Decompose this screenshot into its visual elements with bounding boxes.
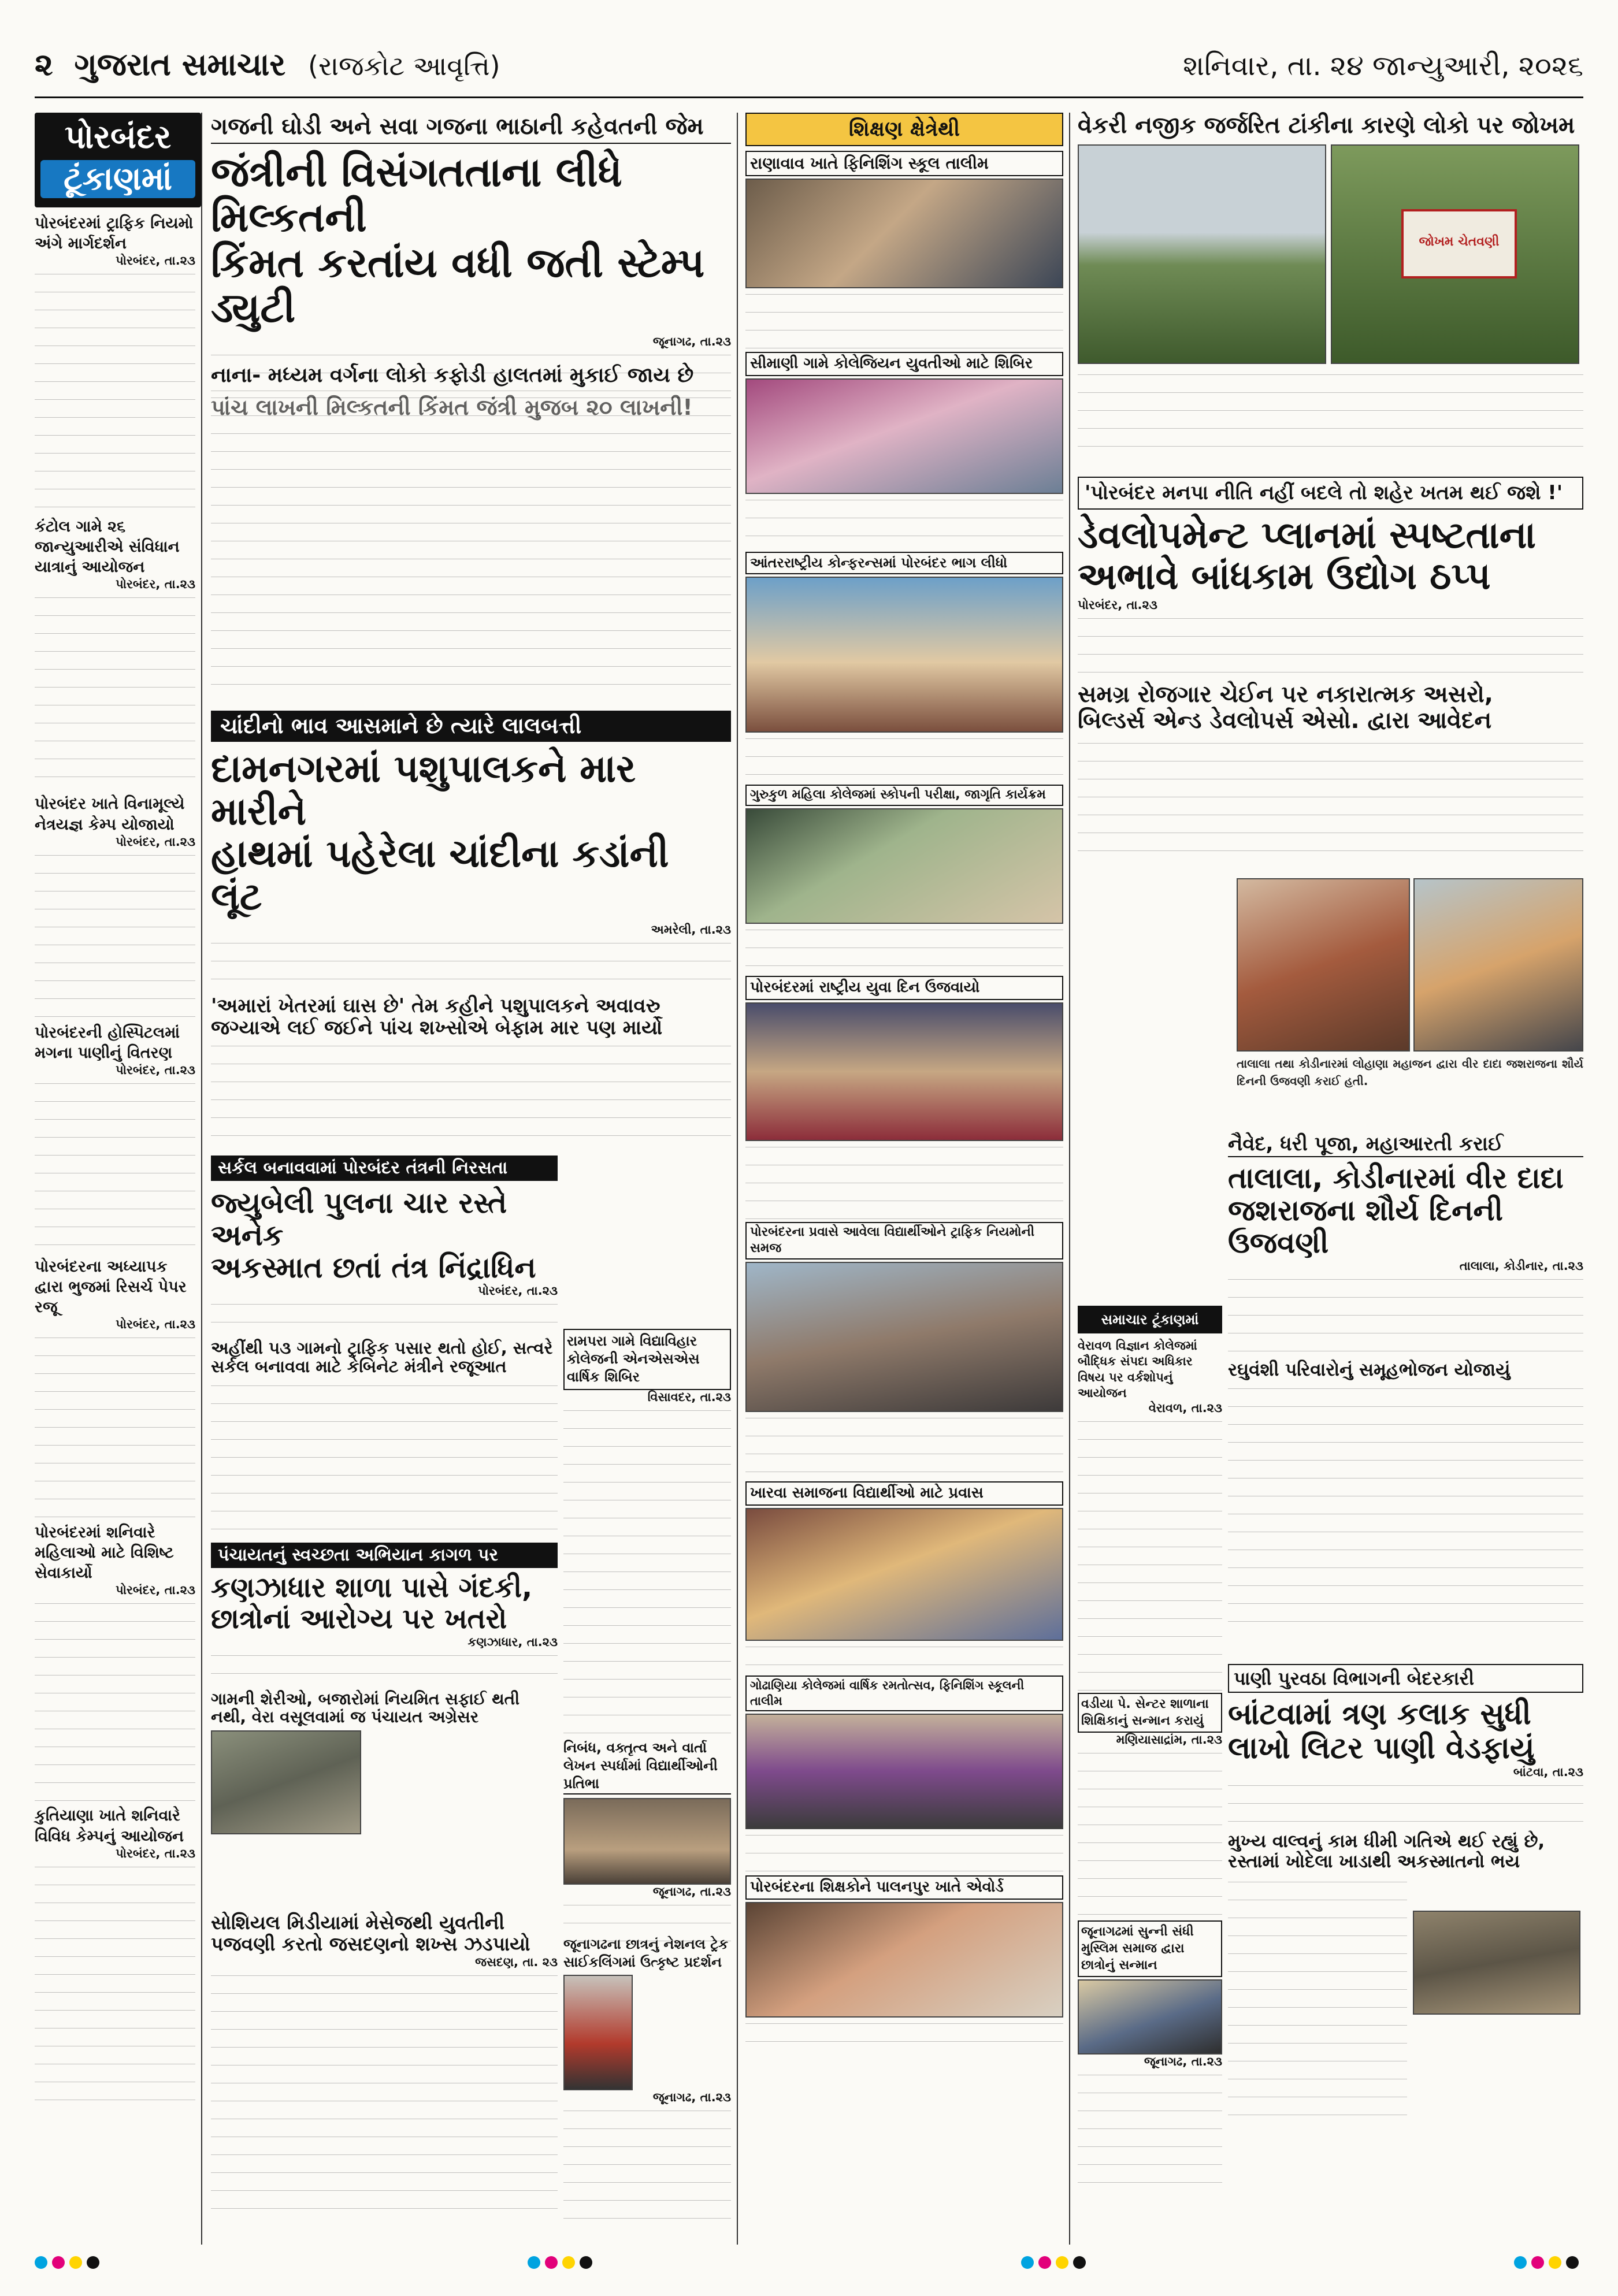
samachar-tunkanama [1078,1306,1222,2236]
story-text [211,1649,558,1690]
education-label [745,113,1063,146]
item-photo [745,378,1063,494]
award-photo [1078,1979,1222,2054]
cmyk-mark [35,2256,104,2279]
story-jasdan [211,1912,558,2236]
list-item [35,1522,195,1805]
item-photo [745,1714,1063,1829]
cmyk-mark [528,2256,597,2279]
story-subhead: 'અમારાં ખેતરમાં ઘાસ છે' તેમ કહીને પશુપાલકને અવાવરુ [211,994,660,1018]
story-text [211,1040,731,1150]
story-text [211,937,731,995]
item-text [745,1412,1063,1481]
item-text [1078,2069,1222,2184]
story-subhead: સર્કલ બનાવવા માટે કેબિનેટ મંત્રીને રજૂઆત [211,1357,507,1377]
item-text [563,1405,731,1740]
banner-line1: પોરબંદર [64,118,172,156]
story-text [211,392,731,692]
education-item [745,1675,1063,1876]
story-kicker: સર્કલ બનાવવામાં પોરબંદર તંત્રની નિરસતા [211,1156,558,1181]
story-kanjhadhar [211,1543,558,1901]
story-dateline: બાંટવા, તા.૨૩ [1513,1764,1583,1779]
item-text [745,1141,1063,1222]
item-text [35,268,195,517]
list-item [35,794,195,1022]
section-label: શિક્ષણ ક્ષેત્રેથી [848,117,960,141]
story-headline: કણઝાધાર શાળા પાસે ગંદકી, [211,1571,533,1604]
story-text [211,1970,558,2224]
story-subhead: નાના- મધ્યમ વર્ગના લોકો કફોડી હાલતમાં મુકાઈ જાય છે [211,363,694,387]
story-subhead: ગામની શેરીઓ, બજારોમાં નિયમિત સફાઈ થતી [211,1689,520,1708]
item-text [745,494,1063,552]
photo-caption: તાલાલા તથા કોડીનારમાં લોહાણા મહાજન દ્વારા વીર દાદા જશરાજના શૌર્ય દિનની ઉજવણી કરાઈ હતી. [1237,1057,1583,1088]
item-text [35,1332,195,1522]
story-headline: લાખો લિટર પાણી વેડફાયું [1228,1730,1535,1766]
item-dateline: જૂનાગઢ, તા.૨૩ [1144,2054,1222,2069]
item-text [745,1641,1063,1675]
porbandar-tunkanama [35,113,202,2245]
story-dateline: જૂનાગઢ, તા.૨૩ [652,334,731,348]
list-item [35,213,195,517]
cmyk-mark [1514,2256,1583,2279]
story-text [211,1380,558,1553]
story-text [1078,612,1583,682]
item-title: પોરબંદરની હોસ્પિટલમાં મગના પાણીનું વિતરણ [35,1023,180,1062]
story-text [1078,737,1583,853]
page-number: ૨ [35,46,53,83]
item-text [35,592,195,794]
item-photo [745,179,1063,288]
story-text [1228,1273,1583,1360]
item-title: પોરબંદર ખાતે વિનામૂલ્યે નેત્રયજ્ઞ કેમ્પ યોજાયો [35,795,185,834]
tank-story [1078,113,1583,471]
story-kicker: ચાંદીનો ભાવ આસમાને છે ત્યારે લાલબત્તી [211,711,731,742]
item-title: રામપરા ગામે વિદ્યાવિહાર કોલેજની એનએસએસ વાર્ષિક શિબિર [563,1329,731,1390]
story-subhead: સમગ્ર રોજગાર ચેઈન પર નકારાત્મક અસરો, [1078,681,1493,708]
story-text [1228,1383,1583,1625]
story-dateline: તાલાલા, કોડીનાર, તા.૨૩ [1459,1258,1583,1273]
water-story [1228,1664,1583,2236]
item-text [745,1829,1063,1875]
story-subhead: અહીંથી ૫૩ ગામનો ટ્રાફિક પસાર થતો હોઈ, સત્વરે [211,1338,553,1358]
masthead-left [35,46,500,83]
story-dateline: જૂનાગઢ, તા.૨૩ [652,1884,731,1899]
list-item [35,1023,195,1257]
item-text [35,1597,195,1805]
talala-story [1228,1132,1583,1658]
label-text: સમાચાર ટૂંકાણમાં [1101,1312,1199,1328]
story-dateline: અમરેલી, તા.૨૩ [651,923,731,937]
story-quote: 'પોરબંદર મનપા નીતિ નહીં બદલે તો શહેર ખતમ થઈ જશે !' [1078,477,1583,510]
item-photo [745,1002,1063,1141]
cmyk-mark [1021,2256,1090,2279]
garbage-photo [211,1730,361,1834]
story-headline: કિંમત કરતાંય વધી જતી સ્ટેમ્પ ડ્યુટી [211,239,705,332]
item-title: રાણાવાવ ખાતે ફિનિશિંગ સ્કૂલ તાલીમ [745,151,1063,176]
item-title: પોરબંદરના શિક્ષકોને પાલનપુર ખાતે એવોર્ડ [745,1875,1063,1900]
story-kicker: પાણી પુરવઠા વિભાગની બેદરકારી [1228,1664,1583,1693]
story-headline: દામનગરમાં પશુપાલકને માર મારીને [211,746,636,834]
story-subhead: પાંચ લાખની મિલ્કતની કિંમત જંત્રી મુજબ ૨૦ લાખની! [211,394,693,420]
item-text [1078,1747,1222,1920]
education-item [745,352,1063,552]
item-title: આંતરરાષ્ટ્રીય કોન્ફરન્સમાં પોરબંદર ભાગ લીધો [745,552,1063,574]
paper-name: ગુજરાત સમાચાર [74,46,286,83]
story-headline: છાત્રોનાં આરોગ્ય પર ખતરો [211,1602,507,1635]
story-headline: જંત્રીની વિસંગતતાના લીધે મિલ્કતની [211,148,622,242]
event-photo [1237,878,1410,1052]
item-dateline: મણિયાસાદ્રાંમ, તા.૨૩ [1116,1733,1222,1747]
tank-photo [1078,144,1326,364]
story-dateline: જસદણ, તા. ૨૩ [475,1955,558,1969]
item-dateline: પોરબંદર, તા.૨૩ [116,254,195,268]
story-headline: હાથમાં પહેરેલા ચાંદીના કડાંની લૂંટ [211,831,669,919]
story-cycling [563,1935,731,2236]
story-text [211,1298,558,1339]
story-text [563,2105,731,2220]
item-title: ગુરુકુળ મહિલા કોલેજમાં સ્કોપની પરીક્ષા, જાગૃતિ કાર્યક્રમ [745,785,1063,806]
story-subhead: રસ્તામાં ખોદેલા ખાડાથી અકસ્માતનો ભય [1228,1851,1520,1872]
item-dateline: પોરબંદર, તા.૨૩ [116,577,195,592]
story-headline: અભાવે બાંધકામ ઉદ્યોગ ઠપ્પ [1078,555,1491,599]
education-item [745,1875,1063,2052]
story-kicker: ગજની ઘોડી અને સવા ગજના ભાઠાની કહેવતની જેમ [211,113,731,144]
story-headline: સોશિયલ મિડીયામાં મેસેજથી યુવતીની [211,1911,505,1934]
tank-photos [1078,144,1583,364]
item-dateline: પોરબંદર, તા.૨૩ [116,1583,195,1597]
development-plan-story [1078,477,1583,939]
story-headline: ડેવલોપમેન્ટ પ્લાનમાં સ્પષ્ટતાના [1078,514,1536,557]
item-text [1078,1416,1222,1693]
story-kicker: નૈવેદ, ધરી પૂજા, મહાઆરતી કરાઈ [1228,1132,1583,1157]
story-headline: વેકરી નજીક જર્જરિત ટાંકીના કારણે લોકો પર જોખમ [1078,112,1575,139]
story-text [1228,1779,1583,1831]
banner-line2: ટૂંકાણમાં [40,160,195,198]
item-title: કંટોલ ગામે ૨૬ જાન્યુઆરીએ સંવિધાન યાત્રાનું આયોજન [35,518,180,577]
plan-photos [1237,878,1583,1121]
story-subhead: રઘુવંશી પરિવારોનું સમૂહભોજન યોજાયું [1228,1359,1511,1380]
item-title: પોરબંદરમાં ટ્રાફિક નિયમો અંગે માર્ગદર્શન [35,214,194,253]
education-item [745,1481,1063,1675]
warning-sign-photo [1331,144,1579,364]
item-title: પોરબંદરના અધ્યાપક દ્વારા ભુજમાં રિસર્ચ પેપર રજૂ [35,1257,187,1317]
item-text [35,1861,195,2104]
list-item [35,517,195,794]
education-item [745,151,1063,352]
warning-sign: જોખમ ચેતવણી [1401,209,1517,278]
nss-shibir [563,1329,731,1733]
item-text [745,288,1063,352]
list-item [35,1805,195,2103]
story-subhead: નથી, વેરા વસૂલવામાં જ પંચાયત અગ્રેસર [211,1707,479,1726]
cmyk-registration-marks [35,2256,1583,2279]
story-kicker: પંચાયતનું સ્વચ્છતા અભિયાન કાગળ પર [211,1543,558,1568]
story-jantri-cont [211,364,731,711]
samachar-label [1078,1306,1222,1333]
story-kicker: નિબંધ, વક્તૃત્વ અને વાર્તા લેખન સ્પર્ધામાં વિદ્યાર્થીઓની પ્રતિભા [563,1739,731,1795]
column-divider [737,113,738,2245]
item-dateline: પોરબંદર, તા.૨૩ [116,1062,195,1077]
story-jubilee [211,1156,558,1543]
story-dateline: કણઝાધાર, તા.૨૩ [467,1634,558,1649]
column-divider [1069,113,1070,2245]
item-dateline: પોરબંદર, તા.૨૩ [116,1317,195,1332]
story-dateline: જૂનાગઢ, તા.૨૩ [652,2090,731,2105]
item-dateline: વિસાવદર, તા.૨૩ [647,1390,731,1404]
story-headline: જ્યુબેલી પુલના ચાર રસ્તે અનેક [211,1186,507,1252]
item-title: પોરબંદરના પ્રવાસે આવેલા વિદ્યાર્થીઓને ટ્રાફિક નિયમોની સમજ [745,1222,1063,1260]
item-title: પોરબંદરમાં શનિવારે મહિલાઓ માટે વિશિષ્ટ સેવાકાર્યો [35,1524,174,1582]
story-text [1078,369,1583,455]
story-damnagar [211,711,731,1040]
story-dateline: પોરબંદર, તા.૨૩ [478,1284,558,1298]
story-headline: જશરાજના શૌર્ય દિનની ઉજવણી [1228,1193,1503,1260]
education-item [745,785,1063,976]
porbandar-banner [35,113,201,207]
masthead [35,35,1583,98]
item-dateline: પોરબંદર, તા.૨૩ [116,1846,195,1860]
education-item [745,1222,1063,1481]
story-headline: તાલાલા, કોડીનારમાં વીર દાદા [1228,1161,1564,1195]
education-item [745,552,1063,785]
competition-photo [563,1798,731,1885]
item-photo [745,1508,1063,1641]
cycling-photo [563,1975,633,2090]
item-photo [745,577,1063,733]
item-title: પોરબંદરમાં રાષ્ટ્રીય યુવા દિન ઉજવાયો [745,976,1063,1000]
item-title: વડીયા પે. સેન્ટર શાળાના શિક્ષિકાનું સન્માન કરાયું [1078,1693,1222,1733]
education-item [745,976,1063,1222]
item-title: વેરાવળ વિજ્ઞાન કોલેજમાં બૌદ્ધિક સંપદા અધિકાર વિષય પર વર્કશોપનું આયોજન [1078,1339,1197,1400]
story-competition [563,1739,731,1930]
item-dateline: પોરબંદર, તા.૨૩ [116,834,195,849]
story-headline: પજવણી કરતો જસદણનો શખ્સ ઝડપાયો [211,1932,530,1955]
event-photo [1413,878,1583,1052]
issue-date: શનિવાર, તા. ૨૪ જાન્યુઆરી, ૨૦૨૬ [1183,50,1583,82]
education-section [745,113,1063,2245]
water-photo [1413,1911,1580,2015]
item-photo [745,808,1063,924]
item-photo [745,1262,1063,1412]
story-subhead: બિલ્ડર્સ એન્ડ ડેવલોપર્સ એસો. દ્વારા આવેદન [1078,707,1492,734]
story-headline: અકસ્માત છતાં તંત્ર નિંદ્રાધિન [211,1251,536,1284]
story-subhead: મુખ્ય વાલ્વનું કામ ધીમી ગતિએ થઈ રહ્યું છે, [1228,1830,1545,1852]
item-text [745,2018,1063,2052]
item-photo [745,1902,1063,2018]
item-title: ગોઢાણિયા કોલેજમાં વાર્ષિક રમતોત્સવ, ફિનિશિંગ સ્કૂલની તાલીમ [745,1675,1063,1712]
item-dateline: વેરાવળ, તા.૨૩ [1148,1401,1222,1416]
item-title: કુતિયાણા ખાતે શનિવારે વિવિધ કેમ્પનું આયોજન [35,1807,184,1845]
story-dateline: પોરબંદર, તા.૨૩ [1078,598,1157,612]
item-text [745,924,1063,976]
story-headline: બાંટવામાં ત્રણ કલાક સુધી [1228,1697,1531,1732]
edition: (રાજકોટ આવૃત્તિ) [308,50,500,81]
story-text [1228,1876,1407,2119]
list-item [35,1257,195,1522]
item-text [35,1078,195,1257]
item-title: સીમાણી ગામે કોલેજિયન યુવતીઓ માટે શિબિર [745,352,1063,376]
item-title: ખારવા સમાજના વિદ્યાર્થીઓ માટે પ્રવાસ [745,1481,1063,1506]
story-subhead: જગ્યાએ લઈ જઈને પાંચ શખ્સોએ બેફામ માર પણ માર્યો [211,1016,663,1040]
item-title: જૂનાગઢમાં સુન્ની સંધી મુસ્લિમ સમાજ દ્વારા છાત્રોનું સન્માન [1078,1920,1222,1977]
item-text [745,733,1063,785]
item-title: જૂનાગઢના છાત્રનું નેશનલ ટ્રેક સાઈકલિંગમાં ઉત્કૃષ્ટ પ્રદર્શન [563,1936,729,1971]
item-text [35,849,195,1023]
